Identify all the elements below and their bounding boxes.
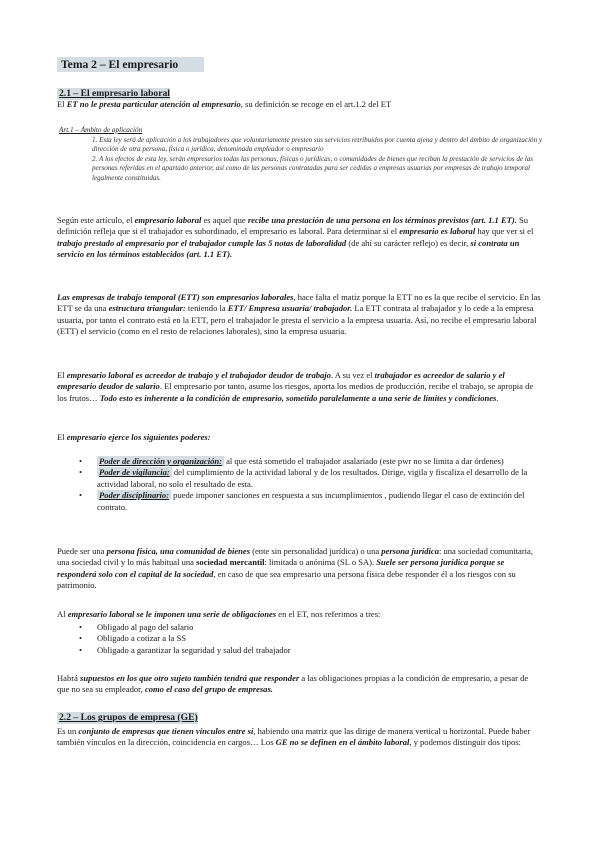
power-label: Poder de vigilancia: — [99, 467, 170, 478]
obligations-list — [57, 622, 541, 656]
text-run: Todo esto es inherente a la condición de empresario, sometido paralelamente a una serie de límites y condiciones — [99, 392, 497, 403]
paragraph-supuestos — [57, 673, 541, 696]
text-run: : limitada o anónima (SL o SA). — [264, 557, 377, 568]
list-item — [57, 456, 541, 467]
text-run: empresario ejerce los siguientes poderes: — [66, 432, 211, 442]
page-title: Tema 2 – El empresario — [57, 57, 204, 72]
list-item: • Obligado al pago del salario — [57, 622, 541, 633]
list-item — [57, 490, 541, 513]
text-run: El — [57, 432, 67, 442]
text-run: estructura triangular: — [108, 303, 186, 314]
text-run: si contrata un servicio en los términos establecidos (art. 1.1 ET). — [57, 237, 520, 260]
section-heading-grupos-empresa: 2.2 – Los grupos de empresa (GE) — [59, 712, 198, 723]
text-run: : una sociedad comunitaria, una sociedad civil y lo más habitual una — [57, 546, 533, 568]
text-run: La ETT contrata al trabajador y lo cede a la empresa usuaria, por tanto el contrato está en la ETT, pero el trabajador le presta el servicio a la empresa usuaria. Así, no recibe el empresario laboral (ETT) el servicio (como en el resto de relaciones laborales), sino la empresa usuaria. — [57, 303, 537, 337]
text-run: conjunto de empresas que tienen vínculos entre sí — [78, 726, 254, 736]
power-text: puede imponer sanciones en respuesta a sus incumplimientos , pudiendo llegar el caso de extinción del contrato. — [97, 490, 525, 512]
text-run: sociedad mercantil — [196, 557, 265, 568]
text-run: como el caso del grupo de empresas. — [144, 684, 273, 695]
text-run: hay que ver si el — [475, 226, 534, 237]
text-run: . A su vez el — [330, 370, 375, 380]
text-run: supuestos en los que otro sujeto también tendrá que responder — [80, 673, 300, 683]
list-item: • Obligado a cotizar a la SS — [57, 633, 541, 644]
paragraph-grupos — [57, 726, 541, 749]
power-label: Poder de dirección y organización: — [99, 456, 222, 466]
text-run: ET no le presta particular atención al empresario — [66, 99, 241, 109]
text-run: , y podemos distinguir dos tipos: — [409, 737, 521, 748]
text-run: (ente sin personalidad jurídica) o una — [250, 546, 382, 556]
text-run: , hace falta el matiz porque la ETT no es la que recibe el servicio. En las ETT se da una — [57, 292, 541, 314]
text-run: , habiendo una matriz que las dirige de manera vertical u horizontal. Puede haber también vínculos en la dirección, coincidencia en cargos… Los — [57, 726, 531, 748]
text-run: Puede ser una — [57, 546, 107, 556]
intro-paragraph — [57, 99, 541, 110]
text-run: trabajador es acreedor de salario y el empresario deudor de salario — [57, 370, 505, 392]
text-run: teniendo la — [185, 303, 228, 314]
text-run: Al — [57, 609, 68, 619]
text-run: empresario laboral es acreedor de trabajo y el trabajador deudor de trabajo — [66, 370, 331, 380]
text-run: Suele ser persona jurídica porque se responderá solo con el capital de la sociedad — [57, 557, 505, 579]
list-item — [57, 467, 541, 490]
text-run: en el ET, nos referimos a tres: — [276, 609, 381, 619]
power-label: Poder disciplinario: — [99, 490, 170, 501]
article-quote — [92, 136, 544, 183]
text-run: GE no se definen en el ámbito laboral — [275, 737, 410, 748]
paragraph-definicion — [57, 215, 541, 261]
paragraph-acreedor — [57, 370, 541, 404]
text-run: . — [496, 392, 499, 403]
text-run: (de ahí su carácter reflejo) es decir, — [346, 237, 471, 248]
text-run: trabajo prestado al empresario por el trabajador cumple las 5 notas de laboralidad — [57, 237, 347, 248]
text-run: a las obligaciones propias a la condición de empresario, a pesar de que no sea su empleador, — [57, 673, 529, 695]
text-run: El — [57, 99, 67, 109]
paragraph-obligaciones-intro — [57, 609, 541, 620]
text-run: Es un — [57, 726, 79, 736]
text-run: Las empresas de trabajo temporal (ETT) son empresarios laborales — [57, 292, 294, 302]
power-text: del cumplimiento de la actividad laboral y de los resultados. Dirige, vigila y fiscaliza el desarrollo de la actividad laboral, no solo el resultado de esta. — [97, 467, 528, 489]
paragraph-persona — [57, 546, 541, 592]
paragraph-ett — [57, 292, 541, 338]
text-run: recibe una prestación de una persona en los términos previstos (art. 1.1 ET). — [247, 215, 517, 225]
article-heading: Art.1 – Ámbito de aplicación — [59, 126, 143, 134]
text-run: persona jurídica — [381, 546, 439, 556]
text-run: empresario laboral — [134, 215, 202, 225]
text-run: , su definición se recoge en el art.1.2 del ET — [240, 99, 392, 109]
text-run: , en caso de que sea empresario una persona física debe responder él a los riesgos con su patrimonio. — [57, 568, 516, 591]
powers-list — [57, 456, 541, 513]
text-run: Según este artículo, el — [57, 215, 135, 225]
text-run: Habrá — [57, 673, 81, 683]
text-run: El — [57, 370, 67, 380]
text-run: Su definición refleja que si el trabajador es subordinado, el empresario es laboral. Para determinar si el — [57, 215, 529, 237]
power-text: al que está sometido el trabajador asalariado (este pwr no se limita a dar órdenes) — [223, 456, 504, 466]
text-run: . El empresario por tanto, asume los riesgos, aporta los medios de producción, recibe el trabajo, se apropia de los frutos… — [57, 381, 534, 403]
text-run: persona física, una comunidad de bienes — [106, 546, 251, 556]
list-item: • Obligado a garantizar la seguridad y salud del trabajador — [57, 645, 541, 656]
section-heading-empresario-laboral: 2.1 – El empresario laboral — [59, 88, 170, 99]
text-run: empresario es laboral — [399, 226, 476, 237]
text-run: es aquel que — [201, 215, 248, 225]
paragraph-poderes-intro — [57, 432, 541, 443]
article-quote-text: 1. Esta ley será de aplicación a los trabajadores que voluntariamente presten sus servicios retribuidos por cuenta ajena y dentro del ámbito de organización y dirección de otra persona, física o jurídica, denominada empleador o empresario 2. A los efectos de esta ley, serán empresarios todas las personas, físicas o jurídicas, o comunidades de bienes que reciban la prestación de servicios de las personas referidas en el apartado anterior, así como de las personas contratadas para ser cedidas a empresas usuarias por empresas de trabajo temporal legalmente constituidas. — [92, 136, 543, 182]
text-run: ETT/ Empresa usuaria/ trabajador. — [227, 303, 353, 314]
text-run: empresario laboral se le imponen una serie de obligaciones — [67, 609, 277, 619]
